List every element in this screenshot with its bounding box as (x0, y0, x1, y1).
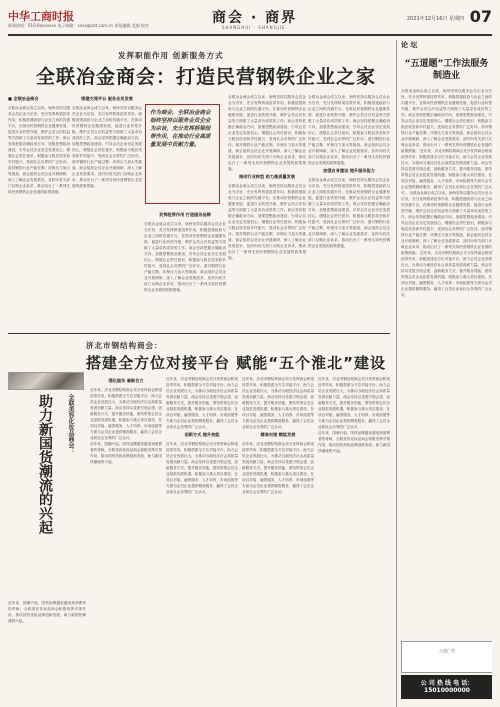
lead-body-7: 全联冶金商会成立以来，始终坚持以服务会员企业为宗旨，充分发挥桥梁纽带作用，积极搭建政府与企业之间的沟通平台，在推动民营钢铁企业健康发展、促进行业转型升级、维护会员合法权益等方面做了大量卓有成效的工作。商会坚持把握正确政治方向，加强思想政治建设，引导会员企业坚定发展信心，增强社会责任意识，积极参与脱贫攻坚和乡村振兴，受到社会各界的广泛好评。面对钢铁行业产能过剩、环保压力加大等挑战，商会组织会员企业开展调研，深入了解企业发展需求，及时向有关部门反映企业诉求，推动出台了一系列支持民营钢铁企业发展的政策措施。 (308, 178, 390, 248)
section-title: 商会 · 商界 (212, 10, 298, 26)
right-body-text-2: 近年来，济北市钢结构商会充分发挥商会桥梁纽带作用，积极搭建全方位对接平台，助力会员企业发展壮大，为推动当地经济社会高质量发展贡献力量。商会坚持以党建引领会建，创新服务方式，提升服务效能，团结带领会员企业抢抓发展机遇，积极参与重大项目建设，在项目对接、融资服务、人才培养、市场拓展等方面为会员企业提供精准服务，赢得了会员企业和社会各界的广泛认可。 (401, 149, 492, 195)
second-body-3: 近年来，济北市钢结构商会充分发挥商会桥梁纽带作用，积极搭建全方位对接平台，助力会员企业发展壮大，为推动当地经济社会高质量发展贡献力量。商会坚持以党建引领会建，创新服务方式，提升服务效能，团结带领会员企业抢抓发展机遇，积极参与重大项目建设，在项目对接、融资服务、人才培养、市场拓展等方面为会员企业提供精准服务，赢得了会员企业和社会各界的广泛认可。 (242, 377, 314, 429)
second-story-col-3 (242, 376, 314, 696)
right-headline: “五道题”工作法服务制造业 (404, 59, 489, 81)
lead-headline: 全联冶金商会：打造民营钢铁企业之家 (36, 66, 377, 88)
public-ad: 公益广告 (401, 641, 492, 673)
lead-col-4 (228, 94, 306, 330)
second-story-tagline: 济北市钢结构商会： (86, 341, 163, 350)
paper-name: 中华工商时报 (8, 10, 74, 23)
second-subhead-2: 创新方式 提升效能 (184, 432, 220, 437)
feature-body: 近年来，国潮兴起，国货品牌越来越受到消费者的青睐，全联美容化妆品商会积极发挥引领作用，推动国货美妆品牌创新发展，助力新国货潮流的兴起。 (8, 601, 86, 623)
lead-col-2 (72, 94, 142, 330)
section-divider (8, 333, 390, 334)
second-body-1b: 近年来，国潮兴起，国货品牌越来越受到消费者的青睐，全联美容化妆品商会积极发挥引领作用，推动国货美妆品牌创新发展，助力新国货潮流的兴起。 (90, 442, 162, 464)
lead-body-4: 全联冶金商会成立以来，始终坚持以服务会员企业为宗旨，充分发挥桥梁纽带作用，积极搭建政府与企业之间的沟通平台，在推动民营钢铁企业健康发展、促进行业转型升级、维护会员合法权益等方面做了大量卓有成效的工作。商会坚持把握正确政治方向，加强思想政治建设，引导会员企业坚定发展信心，增强社会责任意识，积极参与脱贫攻坚和乡村振兴，受到社会各界的广泛好评。面对钢铁行业产能过剩、环保压力加大等挑战，商会组织会员企业开展调研，深入了解企业发展需求，及时向有关部门反映企业诉求，推动出台了一系列支持民营钢铁企业发展的政策措施。 (228, 95, 306, 171)
second-story-col-1 (90, 376, 162, 696)
lead-subhead-3: 推动行业转型 助力高质量发展 (239, 174, 295, 179)
section-title-en: SHANGHUI · SHANGJIE (222, 25, 286, 30)
second-subhead-3: 精准对接 赋能发展 (260, 432, 296, 437)
lead-subhead-1: 搭建交流平台 服务会员发展 (81, 96, 133, 101)
right-body-text: 全联冶金商会成立以来，始终坚持以服务会员企业为宗旨，充分发挥桥梁纽带作用，积极搭建政府与企业之间的沟通平台，在推动民营钢铁企业健康发展、促进行业转型升级、维护会员合法权益等方面做了大量卓有成效的工作。商会坚持把握正确政治方向，加强思想政治建设，引导会员企业坚定发展信心，增强社会责任意识，积极参与脱贫攻坚和乡村振兴，受到社会各界的广泛好评。面对钢铁行业产能过剩、环保压力加大等挑战，商会组织会员企业开展调研，深入了解企业发展需求，及时向有关部门反映企业诉求，推动出台了一系列支持民营钢铁企业发展的政策措施。 (401, 89, 492, 153)
lead-body-2: 全联冶金商会成立以来，始终坚持以服务会员企业为宗旨，充分发挥桥梁纽带作用，积极搭建政府与企业之间的沟通平台，在推动民营钢铁企业健康发展、促进行业转型升级、维护会员合法权益等方面做了大量卓有成效的工作。商会坚持把握正确政治方向，加强思想政治建设，引导会员企业坚定发展信心，增强社会责任意识，积极参与脱贫攻坚和乡村振兴，受到社会各界的广泛好评。面对钢铁行业产能过剩、环保压力加大等挑战，商会组织会员企业开展调研，深入了解企业发展需求，及时向有关部门反映企业诉求，推动出台了一系列支持民营钢铁企业发展的政策措施。 (72, 106, 142, 188)
second-subhead-1: 强化服务 凝聚合力 (108, 378, 144, 383)
issue-date: 2021年12月16日 星期四 (406, 16, 464, 22)
lead-col-1 (8, 94, 70, 330)
lead-body-5: 全联冶金商会成立以来，始终坚持以服务会员企业为宗旨，充分发挥桥梁纽带作用，积极搭建政府与企业之间的沟通平台，在推动民营钢铁企业健康发展、促进行业转型升级、维护会员合法权益等方面做了大量卓有成效的工作。商会坚持把握正确政治方向，加强思想政治建设，引导会员企业坚定发展信心，增强社会责任意识，积极参与脱贫攻坚和乡村振兴，受到社会各界的广泛好评。面对钢铁行业产能过剩、环保压力加大等挑战，商会组织会员企业开展调研，深入了解企业发展需求，及时向有关部门反映企业诉求，推动出台了一系列支持民营钢铁企业发展的政策措施。 (228, 184, 306, 260)
feature-vertical-headline: 助力新国货潮流的兴起 (37, 394, 53, 534)
masthead (8, 6, 492, 36)
right-body-text-4: 近年来，济北市钢结构商会充分发挥商会桥梁纽带作用，积极搭建全方位对接平台，助力会员企业发展壮大，为推动当地经济社会高质量发展贡献力量。商会坚持以党建引领会建，创新服务方式，提升服务效能，团结带领会员企业抢抓发展机遇，积极参与重大项目建设，在项目对接、融资服务、人才培养、市场拓展等方面为会员企业提供精准服务，赢得了会员企业和社会各界的广泛认可。 (401, 251, 492, 297)
second-story-col-2 (166, 376, 238, 696)
photo-caption: ■ 全联冶金商会 (8, 96, 39, 101)
second-body-4: 近年来，济北市钢结构商会充分发挥商会桥梁纽带作用，积极搭建全方位对接平台，助力会员企业发展壮大，为推动当地经济社会高质量发展贡献力量。商会坚持以党建引领会建，创新服务方式，提升服务效能，团结带领会员企业抢抓发展机遇，积极参与重大项目建设，在项目对接、融资服务、人才培养、市场拓展等方面为会员企业提供精准服务，赢得了会员企业和社会各界的广泛认可。 (318, 377, 390, 429)
lead-subhead-4: 加强自身建设 提升服务能力 (323, 168, 375, 173)
second-body-1: 近年来，济北市钢结构商会充分发挥商会桥梁纽带作用，积极搭建全方位对接平台，助力会员企业发展壮大，为推动当地经济社会高质量发展贡献力量。商会坚持以党建引领会建，创新服务方式，提升服务效能，团结带领会员企业抢抓发展机遇，积极参与重大项目建设，在项目对接、融资服务、人才培养、市场拓展等方面为会员企业提供精准服务，赢得了会员企业和社会各界的广泛认可。 (90, 388, 162, 440)
pull-quote (145, 104, 220, 204)
lead-tagline: 发挥职能作用 创新服务方式 (118, 51, 224, 60)
right-body (401, 88, 492, 608)
page-number: 07 (469, 7, 492, 26)
second-story-headline: 搭建全方位对接平台 赋能“五个淮北”建设 (86, 354, 386, 372)
paper-info: 新闻热线：010-8xxxxxxx 电子邮箱：xxxx@cbt.com.cn 本版编辑 美编 校对 (8, 23, 149, 28)
right-body-text-3: 全联冶金商会成立以来，始终坚持以服务会员企业为宗旨，充分发挥桥梁纽带作用，积极搭建政府与企业之间的沟通平台，在推动民营钢铁企业健康发展、促进行业转型升级、维护会员合法权益等方面做了大量卓有成效的工作。商会坚持把握正确政治方向，加强思想政治建设，引导会员企业坚定发展信心，增强社会责任意识，积极参与脱贫攻坚和乡村振兴，受到社会各界的广泛好评。面对钢铁行业产能过剩、环保压力加大等挑战，商会组织会员企业开展调研，深入了解企业发展需求，及时向有关部门反映企业诉求，推动出台了一系列支持民营钢铁企业发展的政策措施。 (401, 191, 492, 255)
lead-subhead-2: 发挥纽带作用 打造服务品牌 (159, 212, 211, 217)
lead-col-5 (308, 94, 390, 330)
pull-quote-text: 作为商会，全联冶金商会始终坚持以服务会员企业为宗旨，充分发挥桥梁纽带作用，在推动行业高质量发展中贡献力量。 (150, 110, 211, 148)
left-feature (8, 390, 86, 690)
second-body-2b: 近年来，济北市钢结构商会充分发挥商会桥梁纽带作用，积极搭建全方位对接平台，助力会员企业发展壮大，为推动当地经济社会高质量发展贡献力量。商会坚持以党建引领会建，创新服务方式，提升服务效能，团结带领会员企业抢抓发展机遇，积极参与重大项目建设，在项目对接、融资服务、人才培养、市场拓展等方面为会员企业提供精准服务，赢得了会员企业和社会各界的广泛认可。 (166, 442, 238, 494)
lead-body-1: 全联冶金商会成立以来，始终坚持以服务会员企业为宗旨，充分发挥桥梁纽带作用，积极搭建政府与企业之间的沟通平台，在推动民营钢铁企业健康发展、促进行业转型升级、维护会员合法权益等方面做了大量卓有成效的工作。商会坚持把握正确政治方向，加强思想政治建设，引导会员企业坚定发展信心，增强社会责任意识，积极参与脱贫攻坚和乡村振兴，受到社会各界的广泛好评。面对钢铁行业产能过剩、环保压力加大等挑战，商会组织会员企业开展调研，深入了解企业发展需求，及时向有关部门反映企业诉求，推动出台了一系列支持民营钢铁企业发展的政策措施。 (8, 106, 70, 194)
lead-body-6: 全联冶金商会成立以来，始终坚持以服务会员企业为宗旨，充分发挥桥梁纽带作用，积极搭建政府与企业之间的沟通平台，在推动民营钢铁企业健康发展、促进行业转型升级、维护会员合法权益等方面做了大量卓有成效的工作。商会坚持把握正确政治方向，加强思想政治建设，引导会员企业坚定发展信心，增强社会责任意识，积极参与脱贫攻坚和乡村振兴，受到社会各界的广泛好评。面对钢铁行业产能过剩、环保压力加大等挑战，商会组织会员企业开展调研，深入了解企业发展需求，及时向有关部门反映企业诉求，推动出台了一系列支持民营钢铁企业发展的政策措施。 (308, 95, 390, 165)
second-body-2: 近年来，济北市钢结构商会充分发挥商会桥梁纽带作用，积极搭建全方位对接平台，助力会员企业发展壮大，为推动当地经济社会高质量发展贡献力量。商会坚持以党建引领会建，创新服务方式，提升服务效能，团结带领会员企业抢抓发展机遇，积极参与重大项目建设，在项目对接、融资服务、人才培养、市场拓展等方面为会员企业提供精准服务，赢得了会员企业和社会各界的广泛认可。 (166, 377, 238, 429)
lead-col-3 (144, 210, 226, 330)
hotline-ad: 公 司 热 线 电 话：15010000000 (401, 675, 492, 699)
right-column (396, 40, 492, 707)
second-body-4b: 近年来，国潮兴起，国货品牌越来越受到消费者的青睐，全联美容化妆品商会积极发挥引领作用，推动国货美妆品牌创新发展，助力新国货潮流的兴起。 (318, 431, 390, 453)
column-name: 论 坛 (401, 41, 418, 49)
lead-body-3: 全联冶金商会成立以来，始终坚持以服务会员企业为宗旨，充分发挥桥梁纽带作用，积极搭建政府与企业之间的沟通平台，在推动民营钢铁企业健康发展、促进行业转型升级、维护会员合法权益等方面做了大量卓有成效的工作。商会坚持把握正确政治方向，加强思想政治建设，引导会员企业坚定发展信心，增强社会责任意识，积极参与脱贫攻坚和乡村振兴，受到社会各界的广泛好评。面对钢铁行业产能过剩、环保压力加大等挑战，商会组织会员企业开展调研，深入了解企业发展需求，及时向有关部门反映企业诉求，推动出台了一系列支持民营钢铁企业发展的政策措施。 (144, 222, 226, 292)
feature-photo (8, 372, 84, 390)
feature-vertical-sub: 全联美容化妆品商会： (67, 394, 74, 454)
second-body-3b: 近年来，济北市钢结构商会充分发挥商会桥梁纽带作用，积极搭建全方位对接平台，助力会员企业发展壮大，为推动当地经济社会高质量发展贡献力量。商会坚持以党建引领会建，创新服务方式，提升服务效能，团结带领会员企业抢抓发展机遇，积极参与重大项目建设，在项目对接、融资服务、人才培养、市场拓展等方面为会员企业提供精准服务，赢得了会员企业和社会各界的广泛认可。 (242, 442, 314, 494)
second-story-col-4 (318, 376, 390, 696)
